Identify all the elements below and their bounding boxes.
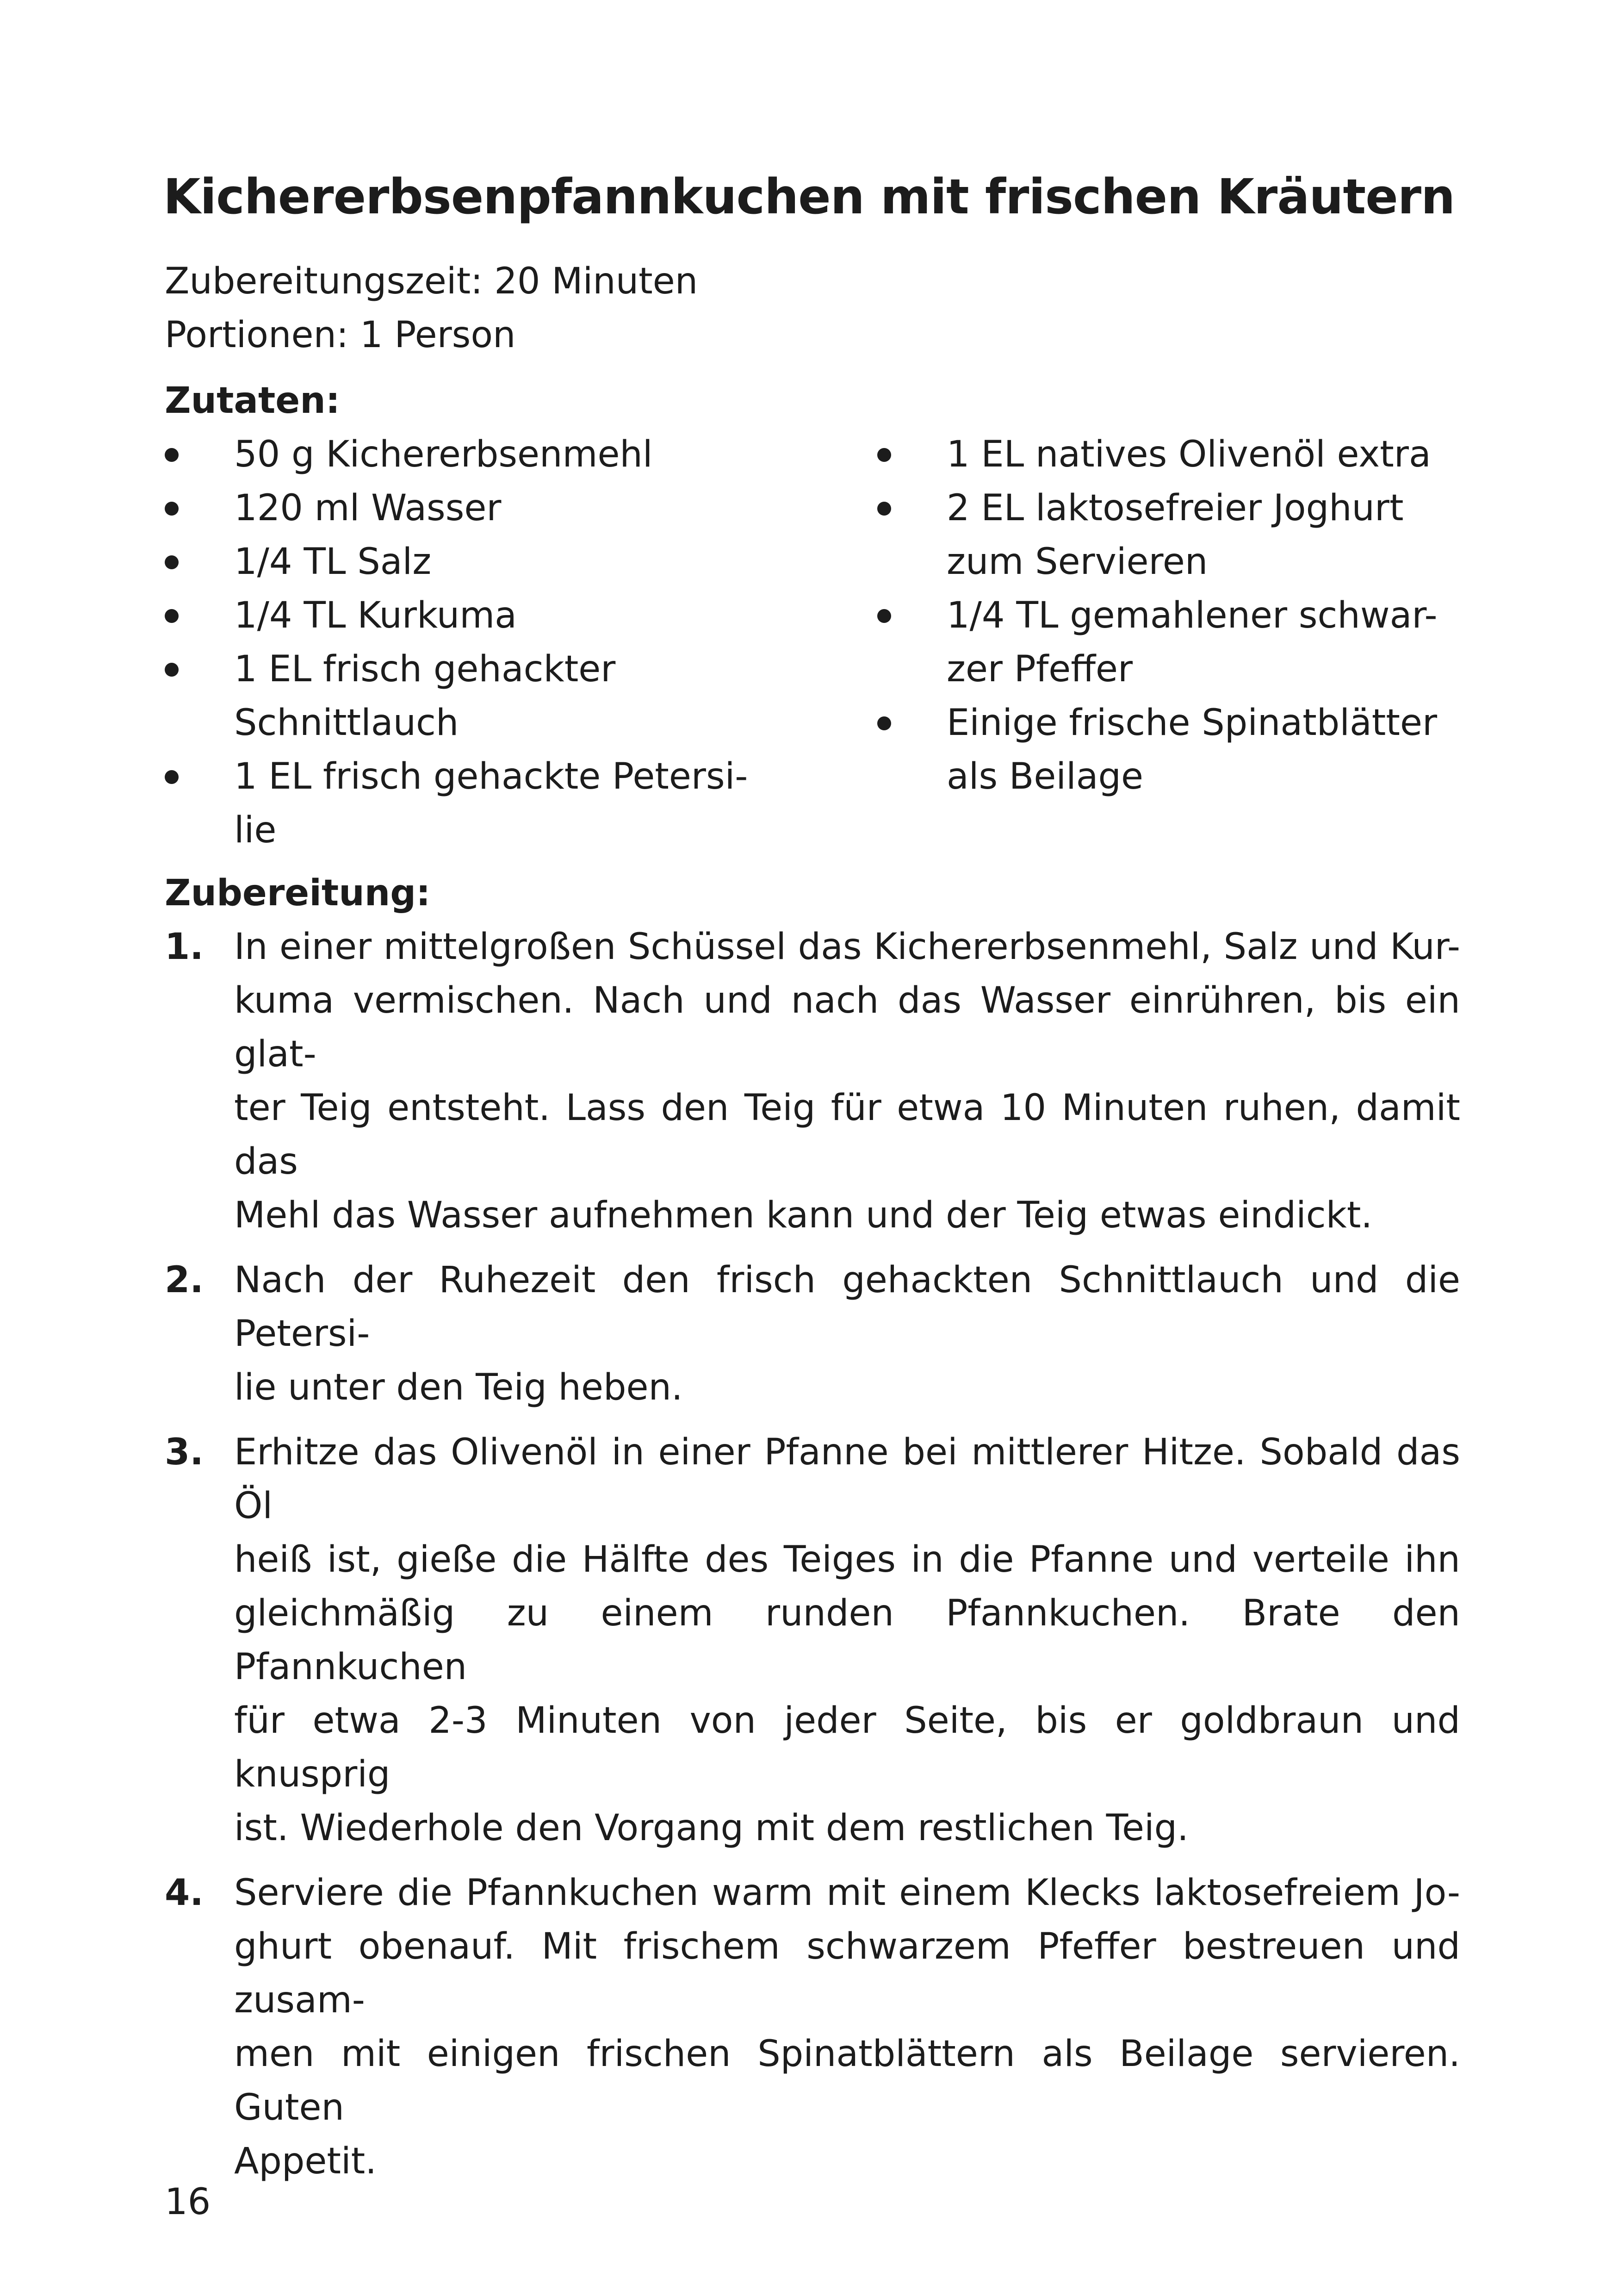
step-text: ghurt obenauf. Mit frischem schwarzem Pfeffer bestreuen und zusam- [234, 1926, 1460, 2021]
step-text: men mit einigen frischen Spinatblättern als Beilage servieren. Guten [234, 2033, 1460, 2128]
bullet-icon [877, 502, 891, 516]
ingredient-text: 1 EL frisch gehackte Petersi- [234, 756, 748, 797]
ingredient-text: zer Pfeffer [947, 648, 1133, 690]
preparation-step [165, 1425, 1460, 1855]
ingredient-text: zum Servieren [947, 541, 1208, 583]
step-text: heiß ist, gieße die Hälfte des Teiges in die Pfanne und verteile ihn [234, 1539, 1460, 1580]
ingredient-item [877, 696, 1479, 803]
ingredient-text: 1/4 TL gemahlener schwar- [947, 595, 1438, 636]
bullet-icon [877, 448, 891, 462]
ingredient-item [877, 428, 1479, 481]
bullet-icon [165, 770, 179, 784]
ingredient-item [877, 481, 1479, 589]
bullet-icon [165, 609, 179, 623]
preparation-steps [165, 920, 1460, 2199]
ingredient-item [165, 750, 794, 857]
ingredient-text: 1 EL frisch gehackter [234, 648, 616, 690]
preparation-heading: Zubereitung: [165, 872, 431, 914]
step-number: 3. [165, 1431, 204, 1473]
step-number: 2. [165, 1259, 204, 1301]
step-text: Serviere die Pfannkuchen warm mit einem Klecks laktosefreiem Jo- [234, 1872, 1460, 1914]
ingredient-item [165, 428, 794, 481]
ingredients-heading: Zutaten: [165, 380, 340, 422]
step-text: Erhitze das Olivenöl in einer Pfanne bei mittlerer Hitze. Sobald das Öl [234, 1431, 1460, 1527]
ingredient-text: lie [234, 809, 277, 851]
ingredient-item [877, 589, 1479, 696]
ingredient-text: Einige frische Spinatblätter [947, 702, 1438, 744]
step-text: Mehl das Wasser aufnehmen kann und der Teig etwas eindickt. [234, 1195, 1373, 1236]
ingredient-text: 2 EL laktosefreier Joghurt [947, 487, 1404, 529]
page-number: 16 [165, 2181, 211, 2223]
ingredient-item [165, 589, 794, 642]
step-text: ter Teig entsteht. Lass den Teig für etwa 10 Minuten ruhen, damit das [234, 1087, 1460, 1182]
ingredient-text: 1 EL natives Olivenöl extra [947, 434, 1431, 475]
preparation-step [165, 920, 1460, 1242]
ingredient-text: 120 ml Wasser [234, 487, 502, 529]
ingredient-text: als Beilage [947, 756, 1144, 797]
step-text: gleichmäßig zu einem runden Pfannkuchen. Brate den Pfannkuchen [234, 1593, 1460, 1688]
step-text: ist. Wiederhole den Vorgang mit dem restlichen Teig. [234, 1807, 1189, 1849]
ingredient-item [165, 481, 794, 535]
recipe-title: Kichererbsenpfannkuchen mit frischen Kräutern [163, 168, 1455, 225]
preparation-step [165, 1866, 1460, 2188]
step-number: 1. [165, 926, 204, 968]
bullet-icon [165, 502, 179, 516]
bullet-icon [165, 448, 179, 462]
step-text: Appetit. [234, 2140, 377, 2182]
portions: Portionen: 1 Person [165, 314, 516, 356]
bullet-icon [877, 609, 891, 623]
step-number: 4. [165, 1872, 204, 1914]
prep-time: Zubereitungszeit: 20 Minuten [165, 261, 698, 302]
ingredients-list-left [165, 428, 794, 857]
bullet-icon [165, 663, 179, 677]
ingredient-text: 50 g Kichererbsenmehl [234, 434, 653, 475]
bullet-icon [165, 555, 179, 569]
ingredient-text: Schnittlauch [234, 702, 459, 744]
ingredient-item [165, 642, 794, 750]
preparation-step [165, 1253, 1460, 1414]
ingredient-text: 1/4 TL Salz [234, 541, 432, 583]
ingredient-text: 1/4 TL Kurkuma [234, 595, 517, 636]
step-text: In einer mittelgroßen Schüssel das Kichererbsenmehl, Salz und Kur- [234, 926, 1460, 968]
bullet-icon [877, 716, 891, 730]
ingredient-item [165, 535, 794, 589]
step-text: kuma vermischen. Nach und nach das Wasser einrühren, bis ein glat- [234, 980, 1460, 1075]
step-text: für etwa 2-3 Minuten von jeder Seite, bis er goldbraun und knusprig [234, 1700, 1460, 1795]
step-text: Nach der Ruhezeit den frisch gehackten Schnittlauch und die Petersi- [234, 1259, 1460, 1355]
step-text: lie unter den Teig heben. [234, 1367, 683, 1408]
ingredients-list-right [877, 428, 1479, 803]
